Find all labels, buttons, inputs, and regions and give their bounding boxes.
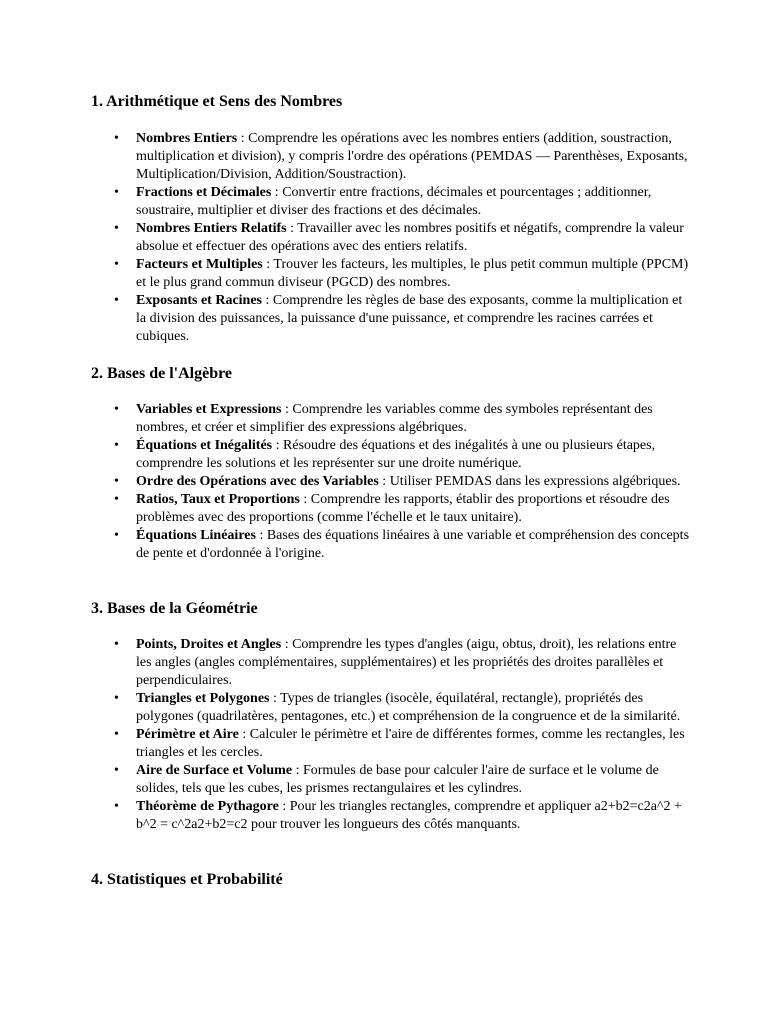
bullet-icon: • [114, 691, 119, 706]
list-item [91, 292, 691, 346]
item-separator: : [237, 131, 249, 146]
bullet-icon: • [114, 474, 119, 489]
bullet-icon: • [114, 131, 119, 146]
item-separator: : [286, 221, 298, 236]
item-separator: : [299, 492, 311, 507]
item-separator: : [269, 691, 281, 706]
bullet-icon: • [114, 221, 119, 236]
item-term: Théorème de Pythagore [136, 799, 279, 814]
item-term: Équations Linéaires [136, 528, 256, 543]
item-term: Ratios, Taux et Proportions [136, 492, 300, 507]
bullet-icon: • [114, 257, 119, 272]
list-item [91, 726, 691, 762]
item-term: Fractions et Décimales [136, 185, 272, 200]
bullet-list [91, 401, 691, 563]
item-description: Bases des équations linéaires à une variable et compréhension des concepts de pente et d'ordonnée à l'origine. [136, 528, 690, 561]
list-item [91, 798, 691, 834]
item-separator: : [272, 438, 284, 453]
item-separator: : [281, 637, 293, 652]
item-term: Triangles et Polygones [136, 691, 270, 706]
list-item [91, 527, 691, 563]
item-description: Comprendre les règles de base des exposants, comme la multiplication et la division des puissances, la puissance d'une puissance, et comprendre les racines carrées et cubiques. [136, 293, 683, 344]
item-separator: : [278, 799, 290, 814]
bullet-icon: • [114, 402, 119, 417]
section-heading: 3. Bases de la Géométrie [91, 600, 258, 617]
item-description: Comprendre les opérations avec les nombres entiers (addition, soustraction, multiplication et division), y compris l'ordre des opérations (PEMDAS — Parenthèses, Exposants, Multiplication/Division, Addition/Soustraction). [136, 131, 688, 182]
list-item [91, 401, 691, 437]
item-term: Périmètre et Aire [136, 727, 239, 742]
list-item [91, 184, 691, 220]
item-description: Calculer le périmètre et l'aire de différentes formes, comme les rectangles, les triangles et les cercles. [136, 727, 685, 760]
item-separator: : [292, 763, 303, 778]
item-description: Formules de base pour calculer l'aire de surface et le volume de solides, tels que les cubes, les prismes rectangulaires et les cylindres. [136, 763, 659, 796]
bullet-icon: • [114, 799, 119, 814]
bullet-icon: • [114, 528, 119, 543]
item-description: Convertir entre fractions, décimales et pourcentages ; additionner, soustraire, multiplier et diviser des fractions et des décimales. [136, 185, 652, 218]
item-description: Comprendre les variables comme des symboles représentant des nombres, et créer et simplifier des expressions algébriques. [136, 402, 653, 435]
list-item [91, 762, 691, 798]
list-item [91, 220, 691, 256]
list-item [91, 130, 691, 184]
bullet-icon: • [114, 727, 119, 742]
item-term: Variables et Expressions [136, 402, 282, 417]
bullet-icon: • [114, 438, 119, 453]
section-statistiques [91, 870, 283, 890]
section-heading: 1. Arithmétique et Sens des Nombres [91, 93, 343, 110]
bullet-list [91, 636, 691, 834]
list-item [91, 256, 691, 292]
bullet-icon: • [114, 763, 119, 778]
item-description: Comprendre les rapports, établir des proportions et résoudre des problèmes avec des proportions (comme l'échelle et le taux unitaire). [136, 492, 670, 525]
section-heading: 4. Statistiques et Probabilité [91, 871, 283, 888]
item-description: Résoudre des équations et des inégalités à une ou plusieurs étapes, comprendre les solutions et les représenter sur une droite numérique. [136, 438, 656, 471]
list-item [91, 473, 691, 491]
section-geometrie [91, 599, 685, 832]
list-item [91, 437, 691, 473]
item-term: Exposants et Racines [136, 293, 263, 308]
item-separator: : [271, 185, 283, 200]
item-term: Aire de Surface et Volume [136, 763, 293, 778]
list-item [91, 690, 691, 726]
item-separator: : [378, 474, 390, 489]
item-description: Comprendre les types d'angles (aigu, obtus, droit), les relations entre les angles (angles complémentaires, supplémentaires) et les propriétés des droites parallèles et perpendiculaires. [136, 637, 677, 688]
bullet-icon: • [114, 185, 119, 200]
item-description: Travailler avec les nombres positifs et négatifs, comprendre la valeur absolue et effectuer des opérations avec des entiers relatifs. [136, 221, 684, 254]
item-term: Ordre des Opérations avec des Variables [136, 474, 379, 489]
item-separator: : [255, 528, 267, 543]
section-algebre [91, 364, 690, 561]
item-separator: : [238, 727, 250, 742]
item-term: Facteurs et Multiples [136, 257, 263, 272]
item-description: Trouver les facteurs, les multiples, le plus petit commun multiple (PPCM) et le plus grand commun diviseur (PGCD) des nombres. [136, 257, 689, 290]
section-arithmetique [91, 92, 689, 344]
bullet-icon: • [114, 492, 119, 507]
bullet-icon: • [114, 293, 119, 308]
item-term: Nombres Entiers Relatifs [136, 221, 287, 236]
section-heading: 2. Bases de l'Algèbre [91, 365, 233, 382]
list-item [91, 491, 691, 527]
item-term: Équations et Inégalités [136, 438, 273, 453]
item-description: Utiliser PEMDAS dans les expressions algébriques. [389, 474, 681, 489]
item-separator: : [281, 402, 293, 417]
item-description: Pour les triangles rectangles, comprendre et appliquer a2+b2=c2a^2 + b^2 = c^2a2+b2=c2 pour trouver les longueurs des côtés manquants. [136, 799, 682, 832]
list-item [91, 636, 691, 690]
item-description: Types de triangles (isocèle, équilatéral, rectangle), propriétés des polygones (quadrilatères, pentagones, etc.) et compréhension de la congruence et de la similarité. [136, 691, 681, 724]
bullet-list [91, 130, 691, 346]
item-term: Nombres Entiers [136, 131, 238, 146]
bullet-icon: • [114, 637, 119, 652]
item-separator: : [262, 257, 274, 272]
item-separator: : [262, 293, 273, 308]
item-term: Points, Droites et Angles [136, 637, 282, 652]
